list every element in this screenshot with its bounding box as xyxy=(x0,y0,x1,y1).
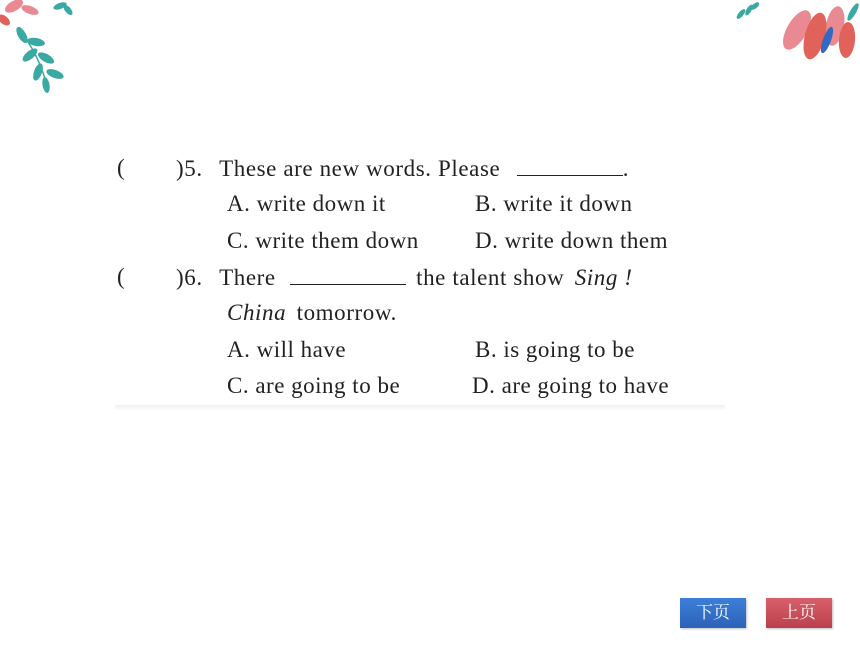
option-d: D. write down them xyxy=(475,228,668,253)
question-stem-line2 xyxy=(227,300,397,326)
option-b: B. is going to be xyxy=(475,337,635,362)
option-b: B. write it down xyxy=(475,191,633,216)
answer-paren-open: ( xyxy=(117,155,125,180)
option-a: A. will have xyxy=(227,337,347,362)
question-stem xyxy=(176,155,629,182)
show-title-cont: China xyxy=(227,300,287,325)
question-number: )5. xyxy=(176,156,203,181)
answer-blank xyxy=(517,155,623,176)
question-stem xyxy=(176,264,633,291)
option-c: C. write them down xyxy=(227,228,419,253)
divider xyxy=(115,405,725,411)
stem-text: There xyxy=(219,265,276,290)
stem-end: tomorrow. xyxy=(296,300,397,325)
option-a: A. write down it xyxy=(227,191,386,216)
stem-text: These are new words. Please xyxy=(219,156,501,181)
option-c: C. are going to be xyxy=(227,373,401,398)
answer-blank xyxy=(290,264,406,285)
answer-paren-open: ( xyxy=(117,264,125,289)
stem-text-cont: the talent show xyxy=(416,265,565,290)
stem-end: . xyxy=(622,156,630,181)
next-page-button[interactable]: 下页 xyxy=(680,598,746,628)
question-number: )6. xyxy=(176,265,203,290)
show-title: Sing ! xyxy=(574,265,633,290)
previous-page-button[interactable]: 上页 xyxy=(766,598,832,628)
option-d: D. are going to have xyxy=(472,373,670,398)
